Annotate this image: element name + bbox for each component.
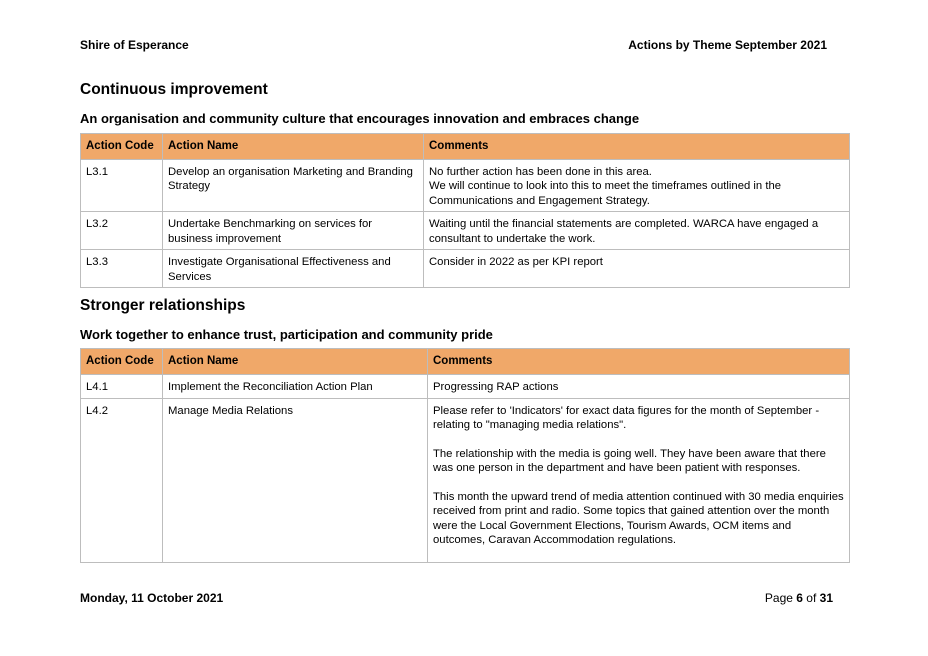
section-title: Continuous improvement: [80, 81, 268, 98]
section-subtitle: Work together to enhance trust, participation and community pride: [80, 327, 493, 342]
action-name: Develop an organisation Marketing and Branding Strategy: [163, 159, 424, 212]
action-comments: [424, 250, 850, 288]
col-header-code: Action Code: [81, 134, 163, 160]
action-code: L4.2: [81, 398, 163, 562]
action-comments: [428, 374, 850, 398]
action-comments: [424, 212, 850, 250]
action-code: L4.1: [81, 374, 163, 398]
action-code: L3.1: [81, 159, 163, 212]
page-number: [765, 591, 833, 605]
actions-table-1: [80, 133, 850, 288]
col-header-comments: Comments: [428, 349, 850, 375]
action-name: Manage Media Relations: [163, 398, 428, 562]
table-row: [81, 374, 850, 398]
footer-date: Monday, 11 October 2021: [80, 591, 224, 605]
comment-paragraph: This month the upward trend of media attention continued with 30 media enquiries received from print and radio. Some topics that gained attention over the month were the Local Government Elections, Tourism Awards, OCM items and outcomes, Caravan Accommodation regulations.: [433, 490, 844, 546]
table-row: [81, 398, 850, 562]
actions-table-2: [80, 348, 850, 563]
comment-line: Progressing RAP actions: [433, 380, 559, 393]
table-header-row: [81, 134, 850, 160]
header-title: Actions by Theme September 2021: [628, 38, 827, 52]
page-total: 31: [819, 591, 833, 605]
page-of: of: [802, 591, 820, 605]
section-subtitle: An organisation and community culture that encourages innovation and embraces change: [80, 111, 640, 126]
page-current: 6: [796, 591, 803, 605]
comment-line: Waiting until the financial statements are completed. WARCA have engaged a consultant to undertake the work.: [429, 218, 819, 245]
header-org: Shire of Esperance: [80, 38, 189, 52]
table-row: [81, 212, 850, 250]
col-header-name: Action Name: [163, 349, 428, 375]
col-header-name: Action Name: [163, 134, 424, 160]
comment-line: Consider in 2022 as per KPI report: [429, 256, 603, 268]
comment-paragraph: Please refer to 'Indicators' for exact data figures for the month of September - relating to "managing media relations".: [433, 404, 820, 431]
comment-line: No further action has been done in this area.: [429, 165, 652, 178]
action-code: L3.3: [81, 250, 163, 288]
comment-paragraph: The relationship with the media is going well. They have been aware that there was one person in the department and have been patient with responses.: [433, 447, 826, 474]
table-row: [81, 159, 850, 212]
page-prefix: Page: [764, 591, 797, 605]
action-name: Investigate Organisational Effectiveness and Services: [163, 250, 424, 288]
comment-line: We will continue to look into this to meet the timeframes outlined in the Communications and Engagement Strategy.: [429, 180, 782, 207]
section-title: Stronger relationships: [80, 297, 246, 314]
action-name: Implement the Reconciliation Action Plan: [163, 374, 428, 398]
action-name: Undertake Benchmarking on services for business improvement: [163, 212, 424, 250]
col-header-comments: Comments: [424, 134, 850, 160]
action-comments: [428, 398, 850, 562]
col-header-code: Action Code: [81, 349, 163, 375]
table-row: [81, 250, 850, 288]
action-comments: [424, 159, 850, 212]
action-code: L3.2: [81, 212, 163, 250]
table-header-row: [81, 349, 850, 375]
